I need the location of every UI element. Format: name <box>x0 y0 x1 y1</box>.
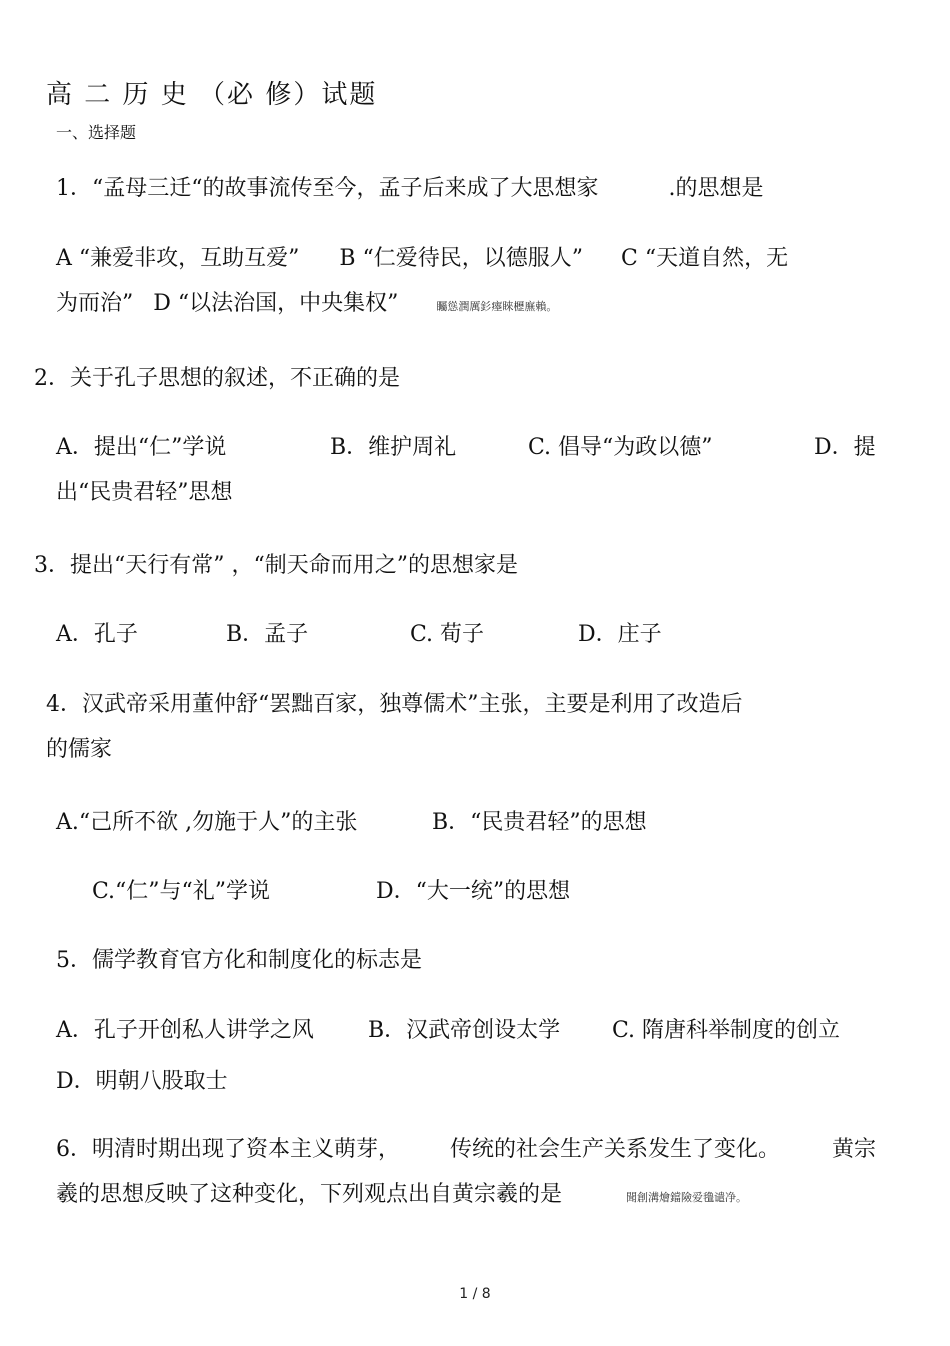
question-5-options-row-1 <box>56 1016 840 1046</box>
question-4-options-row-2 <box>92 877 570 907</box>
question-3-option-d: D．庄子 <box>578 622 662 647</box>
question-4-option-c: C.“仁”与“礼”学说 <box>92 879 271 904</box>
question-6-stem-part-b: 传统的社会生产关系发生了变化。 <box>450 1137 781 1162</box>
question-3-option-c: C. 荀子 <box>410 622 485 647</box>
question-1-options-row-1 <box>56 244 788 274</box>
question-2-option-d: D．提 <box>814 435 876 460</box>
page-indicator: 1 / 8 <box>459 1286 491 1302</box>
question-4-options-row-1 <box>56 808 647 838</box>
question-3-options-row <box>56 620 662 650</box>
question-5-option-b: B．汉武帝创设太学 <box>368 1018 561 1043</box>
question-1-option-a: A “兼爱非攻，互助互爱” <box>56 246 300 271</box>
question-5-option-c: C. 隋唐科举制度的创立 <box>612 1018 841 1043</box>
question-1-noise-text: 矚慫潤厲釤瘞睞櫪廡賴。 <box>436 300 558 313</box>
question-6-stem <box>56 1135 876 1165</box>
question-2-options-row-1 <box>56 433 876 463</box>
question-5-stem: 5．儒学教育官方化和制度化的标志是 <box>56 948 422 973</box>
question-3-option-a: A．孔子 <box>56 622 138 647</box>
section-heading: 一、选择题 <box>56 123 137 142</box>
question-2-stem: 2．关于孔子思想的叙述，不正确的是 <box>34 366 400 391</box>
question-5-option-a: A．孔子开创私人讲学之风 <box>56 1018 314 1043</box>
question-6-noise-text: 聞創溝燴鐺險爱氇谴净。 <box>626 1191 748 1204</box>
question-2-option-d-cont: 出“民贵君轻”思想 <box>56 480 233 505</box>
question-2-option-c: C. 倡导“为政以德” <box>528 435 713 460</box>
question-4-option-d: D．“大一统”的思想 <box>376 879 571 904</box>
question-1-stem-tail: .的思想是 <box>668 176 764 201</box>
question-1-option-b: B “仁爱待民，以德服人” <box>339 246 584 271</box>
question-5-option-d: D．明朝八股取士 <box>56 1069 228 1094</box>
question-1-stem <box>56 174 764 204</box>
question-2-option-b: B．维护周礼 <box>330 435 457 460</box>
question-1-option-c-cont: 为而治” <box>56 291 134 316</box>
question-6-stem-part-a: 6．明清时期出现了资本主义萌芽， <box>56 1137 400 1162</box>
page-title: 高 二 历 史 （必 修）试题 <box>46 80 378 110</box>
question-2-option-a: A．提出“仁”学说 <box>56 435 227 460</box>
question-3-option-b: B．孟子 <box>226 622 309 647</box>
question-3-stem: 3．提出“天行有常” ，“制天命而用之”的思想家是 <box>34 553 518 578</box>
question-4-stem: 4．汉武帝采用董仲舒“罢黜百家，独尊儒术”主张，主要是利用了改造后 <box>46 692 743 717</box>
question-6-stem-part-c: 黄宗 <box>832 1137 877 1162</box>
question-6-stem-cont-text: 羲的思想反映了这种变化，下列观点出自黄宗羲的是 <box>56 1182 563 1207</box>
question-4-option-a: A.“己所不欲 ,勿施于人”的主张 <box>56 810 358 835</box>
question-1-stem-text: 1．“孟母三迁“的故事流传至今，孟子后来成了大思想家 <box>56 176 599 201</box>
question-1-option-d: D “以法治国，中央集权” <box>153 291 399 316</box>
question-6-stem-cont <box>56 1180 747 1213</box>
question-1-option-c: C “天道自然，无 <box>621 246 789 271</box>
question-4-option-b: B．“民贵君轻”的思想 <box>432 810 647 835</box>
question-1-options-row-2 <box>56 289 557 322</box>
question-4-stem-cont: 的儒家 <box>46 737 113 762</box>
